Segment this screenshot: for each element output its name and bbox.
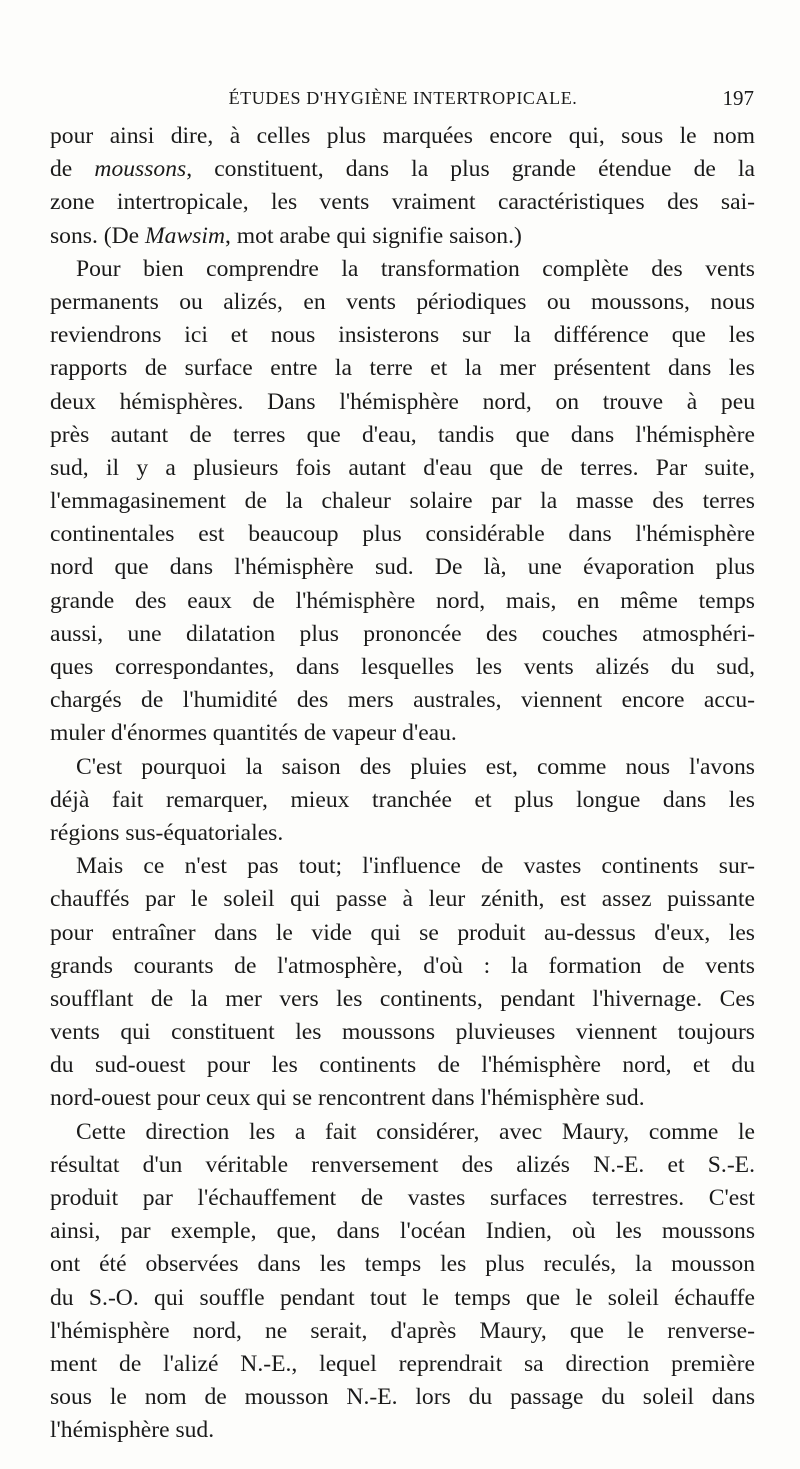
- text-line: [50, 1049, 755, 1082]
- italic-term: Mawsim: [145, 222, 225, 249]
- text-run: l'hémisphère nord, ne serait, d'après Maury, que le renverse-: [50, 1317, 755, 1344]
- text-line: [50, 717, 755, 750]
- text-run: déjà fait remarquer, mieux tranchée et plus longue dans les: [50, 786, 755, 813]
- text-run: grande des eaux de l'hémisphère nord, mais, en même temps: [50, 587, 755, 614]
- text-run: sous le nom de mousson N.-E. lors du passage du soleil dans: [50, 1384, 755, 1411]
- text-run: , constituent, dans la plus grande étendue de la: [186, 156, 755, 183]
- text-run: continentales est beaucoup plus considérable dans l'hémisphère: [50, 521, 755, 548]
- text-run: ques correspondantes, dans lesquelles les vents alizés du sud,: [50, 654, 755, 680]
- text-line: [50, 1348, 755, 1381]
- text-run: soufflant de la mer vers les continents, pendant l'hivernage. Ces: [50, 985, 755, 1012]
- text-line: [50, 784, 755, 817]
- text-run: Cette direction les a fait considérer, avec Maury, comme le: [76, 1118, 755, 1145]
- text-run: produit par l'échauffement de vastes surfaces terrestres. C'est: [50, 1185, 755, 1211]
- text-line: [50, 618, 755, 651]
- text-line: [50, 817, 755, 850]
- text-run: de: [50, 156, 95, 183]
- text-line: [50, 1248, 755, 1281]
- text-run: vents qui constituent les moussons pluvieuses viennent toujours: [50, 1019, 755, 1046]
- text-line: [50, 950, 755, 983]
- text-run: près autant de terres que d'eau, tandis que dans l'hémisphère: [50, 421, 755, 448]
- paragraph: [50, 120, 755, 253]
- text-line: [50, 1182, 755, 1215]
- page-number: 197: [722, 86, 754, 110]
- text-run: régions sus-équatoriales.: [50, 819, 284, 846]
- text-run: sons. (De: [50, 222, 146, 249]
- text-run: pour entraîner dans le vide qui se produit au-dessus d'eux, les: [50, 919, 755, 946]
- text-run: nord-ouest pour ceux qui se rencontrent dans l'hémisphère sud.: [50, 1085, 645, 1112]
- text-line: [50, 983, 755, 1016]
- text-line: [50, 917, 755, 950]
- text-line: [50, 319, 755, 352]
- text-line: [50, 1116, 755, 1149]
- paragraph: [50, 850, 755, 1116]
- text-run: deux hémisphères. Dans l'hémisphère nord, on trouve à peu: [50, 388, 755, 415]
- text-line: [50, 518, 755, 551]
- text-line: [50, 452, 755, 485]
- text-run: aussi, une dilatation plus prononcée des couches atmosphéri-: [50, 620, 755, 647]
- italic-term: moussons: [94, 156, 187, 183]
- text-line: [50, 1414, 755, 1447]
- text-line: [50, 485, 755, 518]
- text-run: ainsi, par exemple, que, dans l'océan Indien, où les moussons: [50, 1218, 755, 1245]
- text-run: C'est pourquoi la saison des pluies est, comme nous l'avons: [76, 753, 755, 780]
- text-line: [50, 1149, 755, 1182]
- text-run: grands courants de l'atmosphère, d'où : la formation de vents: [50, 952, 755, 979]
- text-run: ont été observées dans les temps les plus reculés, la mousson: [50, 1251, 755, 1278]
- text-line: [50, 352, 755, 385]
- text-line: [50, 585, 755, 618]
- paragraph: [50, 1116, 755, 1448]
- text-line: [50, 286, 755, 319]
- text-line: [50, 1282, 755, 1315]
- text-line: [50, 651, 755, 684]
- text-line: [50, 253, 755, 286]
- text-line: [50, 419, 755, 452]
- text-line: [50, 186, 755, 219]
- text-run: chauffés par le soleil qui passe à leur zénith, est assez puissante: [50, 886, 755, 913]
- text-run: Mais ce n'est pas tout; l'influence de vastes continents sur-: [76, 853, 755, 880]
- text-run: , mot arabe qui signifie saison.): [225, 222, 522, 249]
- text-run: sud, il y a plusieurs fois autant d'eau que de terres. Par suite,: [50, 454, 755, 481]
- text-line: [50, 850, 755, 883]
- text-run: nord que dans l'hémisphère sud. De là, une évaporation plus: [50, 554, 755, 581]
- running-title: ÉTUDES D'HYGIÈNE INTERTROPICALE.: [228, 88, 578, 108]
- text-run: reviendrons ici et nous insisterons sur la différence que les: [50, 322, 755, 349]
- text-run: permanents ou alizés, en vents périodiques ou moussons, nous: [50, 288, 755, 315]
- text-line: [50, 684, 755, 717]
- text-run: zone intertropicale, les vents vraiment caractéristiques des sai-: [50, 189, 755, 216]
- text-run: ment de l'alizé N.-E., lequel reprendrait sa direction première: [50, 1350, 755, 1377]
- text-run: du sud-ouest pour les continents de l'hémisphère nord, et du: [50, 1052, 755, 1079]
- text-run: chargés de l'humidité des mers australes, viennent encore accu-: [50, 687, 755, 714]
- text-line: [50, 386, 755, 419]
- text-line: [50, 551, 755, 584]
- text-line: [50, 1215, 755, 1248]
- text-run: muler d'énormes quantités de vapeur d'eau.: [50, 720, 457, 747]
- text-line: [50, 220, 755, 253]
- text-run: l'emmagasinement de la chaleur solaire par la masse des terres: [50, 488, 755, 515]
- text-line: [50, 120, 755, 153]
- text-line: [50, 1315, 755, 1348]
- text-run: Pour bien comprendre la transformation complète des vents: [76, 255, 755, 282]
- paragraph: [50, 751, 755, 851]
- text-run: l'hémisphère sud.: [50, 1417, 215, 1444]
- text-line: [50, 1381, 755, 1414]
- text-run: pour ainsi dire, à celles plus marquées encore qui, sous le nom: [50, 123, 755, 149]
- text-line: [50, 1082, 755, 1115]
- text-line: [50, 153, 755, 186]
- body-text: [50, 120, 755, 1448]
- text-line: [50, 883, 755, 916]
- text-run: rapports de surface entre la terre et la mer présentent dans les: [50, 355, 755, 382]
- page-header: [52, 84, 754, 114]
- text-line: [50, 751, 755, 784]
- text-run: résultat d'un véritable renversement des alizés N.-E. et S.-E.: [50, 1151, 755, 1178]
- text-run: du S.-O. qui souffle pendant tout le temps que le soleil échauffe: [50, 1284, 755, 1311]
- text-line: [50, 1016, 755, 1049]
- paragraph: [50, 253, 755, 751]
